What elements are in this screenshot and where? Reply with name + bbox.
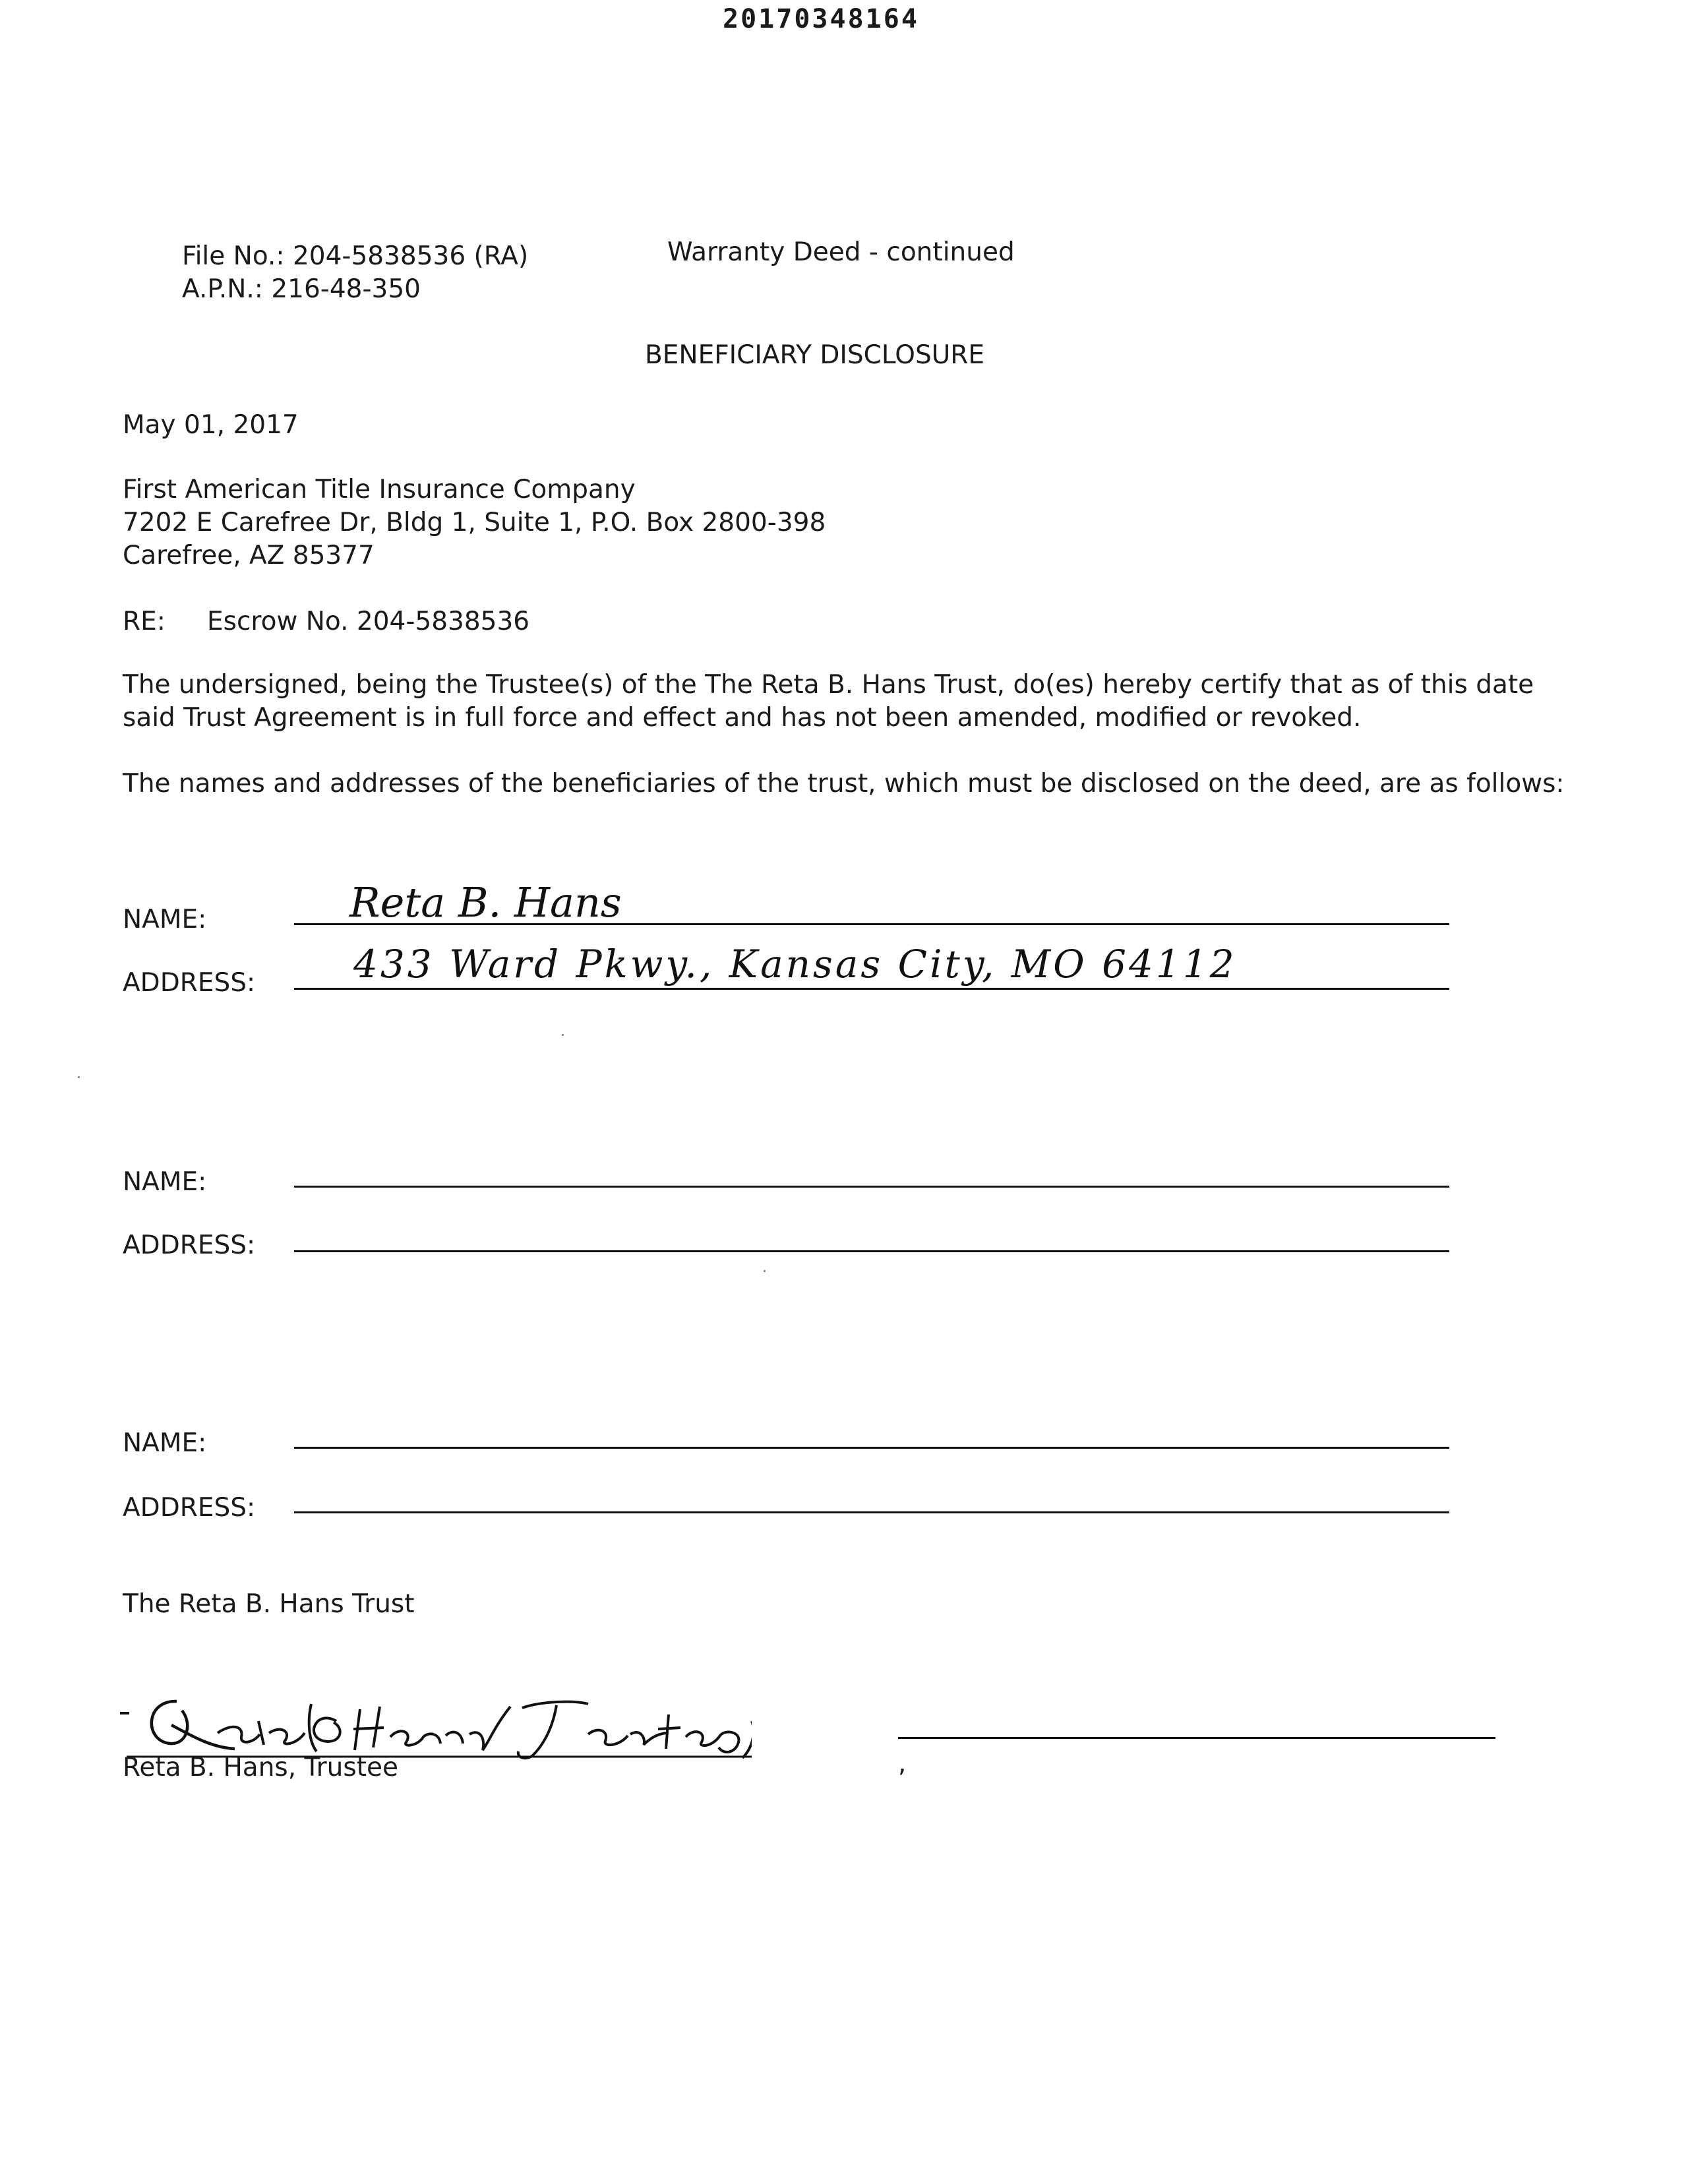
trust-name: The Reta B. Hans Trust <box>123 1589 415 1619</box>
document-title: Warranty Deed - continued <box>667 237 1015 267</box>
addressee-city: Carefree, AZ 85377 <box>123 541 375 570</box>
letter-date: May 01, 2017 <box>123 410 299 440</box>
addressee-company: First American Title Insurance Company <box>123 475 636 504</box>
beneficiary-2-name-line <box>294 1186 1449 1188</box>
scan-speck <box>78 1076 80 1078</box>
beneficiary-2-address-line <box>294 1250 1449 1252</box>
beneficiary-3-name-label: NAME: <box>123 1428 207 1458</box>
disclosure-intro: The names and addresses of the beneficiaries of the trust, which must be disclosed on the deed, are as follows: <box>123 769 1565 799</box>
recording-number: 20170348164 <box>723 4 919 34</box>
certification-line-1: The undersigned, being the Trustee(s) of the The Reta B. Hans Trust, do(es) hereby certify that as of this date <box>123 670 1534 700</box>
page-heading: BENEFICIARY DISCLOSURE <box>645 340 984 370</box>
beneficiary-3-address-label: ADDRESS: <box>123 1493 256 1523</box>
signer-printed-name: Reta B. Hans, Trustee <box>123 1753 398 1782</box>
beneficiary-1-address-label: ADDRESS: <box>123 968 256 998</box>
file-number: File No.: 204-5838536 (RA) <box>182 241 529 271</box>
beneficiary-3-address-line <box>294 1511 1449 1513</box>
beneficiary-1-name-handwritten: Reta B. Hans <box>349 878 622 926</box>
beneficiary-2-name-label: NAME: <box>123 1167 207 1197</box>
apn-number: A.P.N.: 216-48-350 <box>182 274 421 304</box>
beneficiary-1-name-line <box>294 923 1449 925</box>
addressee-street: 7202 E Carefree Dr, Bldg 1, Suite 1, P.O. Box 2800-398 <box>123 508 826 537</box>
scan-speck <box>562 1034 564 1036</box>
second-signer-mark: , <box>898 1749 907 1778</box>
beneficiary-1-address-handwritten: 433 Ward Pkwy., Kansas City, MO 64112 <box>353 942 1237 986</box>
escrow-number: Escrow No. 204-5838536 <box>207 607 530 636</box>
certification-line-2: said Trust Agreement is in full force and effect and has not been amended, modified or revoked. <box>123 703 1362 733</box>
second-signature-line <box>898 1737 1495 1739</box>
scan-speck <box>764 1270 766 1272</box>
beneficiary-1-name-label: NAME: <box>123 905 207 934</box>
beneficiary-2-address-label: ADDRESS: <box>123 1230 256 1260</box>
beneficiary-3-name-line <box>294 1447 1449 1449</box>
beneficiary-1-address-line <box>294 988 1449 990</box>
re-label: RE: <box>123 607 166 636</box>
